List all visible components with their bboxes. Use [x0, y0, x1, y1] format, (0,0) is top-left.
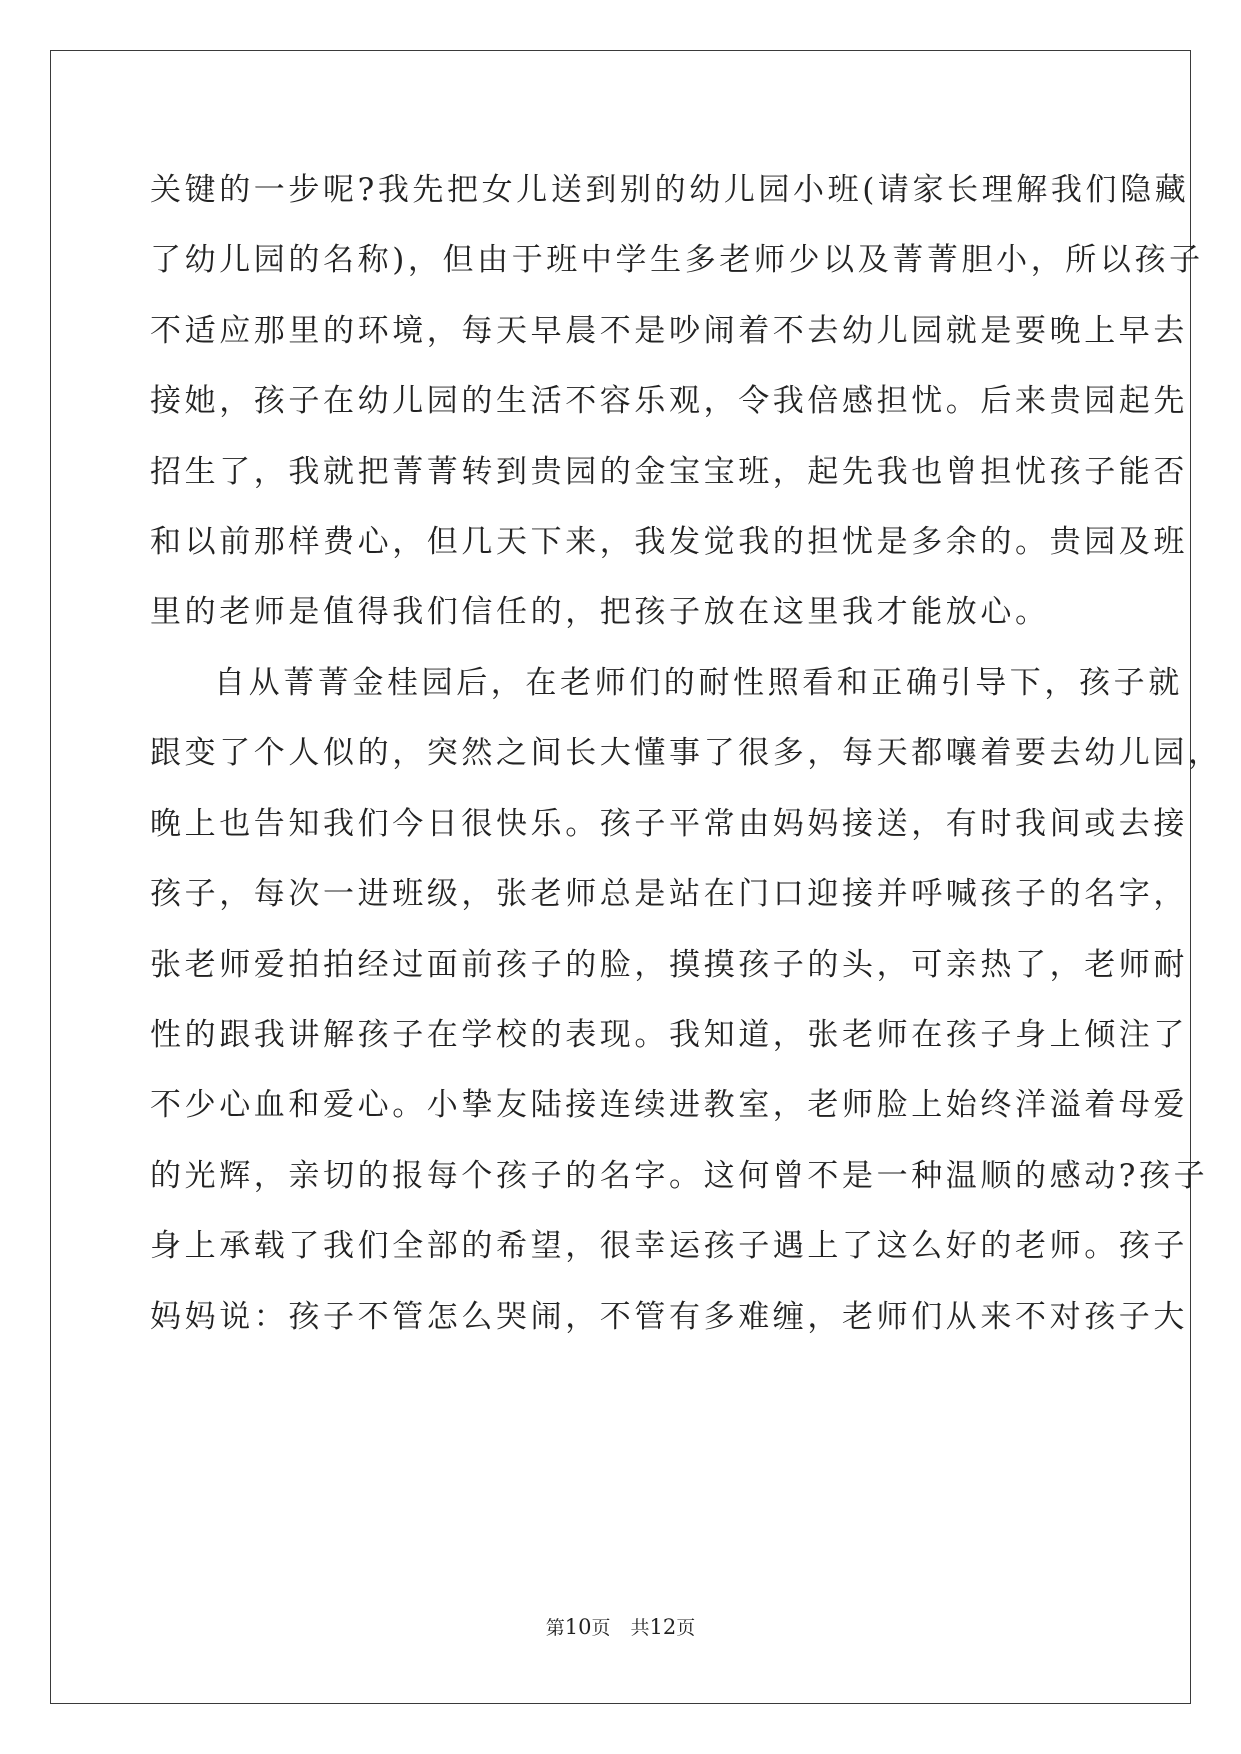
text-line: 招生了，我就把菁菁转到贵园的金宝宝班，起先我也曾担忧孩子能否: [150, 454, 1188, 490]
page-prefix: 第: [545, 1617, 565, 1639]
text-line: 跟变了个人似的，突然之间长大懂事了很多，每天都嚷着要去幼儿园，: [150, 735, 1223, 771]
text-line: 孩子，每次一进班级，张老师总是站在门口迎接并呼喊孩子的名字，: [150, 876, 1188, 912]
text-line: 不适应那里的环境，每天早晨不是吵闹着不去幼儿园就是要晚上早去: [150, 313, 1188, 349]
text-line: 关键的一步呢?我先把女儿送到别的幼儿园小班(请家长理解我们隐藏: [150, 172, 1190, 208]
page-number: 10: [564, 1615, 592, 1639]
total-pages: 12: [649, 1615, 677, 1639]
paragraph-first-line: 自从菁菁金桂园后，在老师们的耐性照看和正确引导下，孩子就: [214, 665, 1183, 701]
text-line: 身上承载了我们全部的希望，很幸运孩子遇上了这么好的老师。孩子: [150, 1228, 1188, 1264]
text-line: 妈妈说：孩子不管怎么哭闹，不管有多难缠，老师们从来不对孩子大: [150, 1299, 1188, 1335]
text-line: 不少心血和爱心。小挚友陆接连续进教室，老师脸上始终洋溢着母爱: [150, 1087, 1188, 1123]
total-suffix: 页: [676, 1617, 696, 1639]
text-line: 了幼儿园的名称)，但由于班中学生多老师少以及菁菁胆小，所以孩子: [150, 242, 1204, 278]
total-prefix: 共: [630, 1617, 650, 1639]
page-footer: [0, 1615, 1241, 1640]
text-line: 张老师爱拍拍经过面前孩子的脸，摸摸孩子的头，可亲热了，老师耐: [150, 947, 1188, 983]
text-line: 和以前那样费心，但几天下来，我发觉我的担忧是多余的。贵园及班: [150, 524, 1188, 560]
text-line: 晚上也告知我们今日很快乐。孩子平常由妈妈接送，有时我间或去接: [150, 806, 1188, 842]
text-line: 接她，孩子在幼儿园的生活不容乐观，令我倍感担忧。后来贵园起先: [150, 383, 1188, 419]
page-suffix: 页: [591, 1617, 611, 1639]
text-line: 性的跟我讲解孩子在学校的表现。我知道，张老师在孩子身上倾注了: [150, 1017, 1188, 1053]
text-line: 的光辉，亲切的报每个孩子的名字。这何曾不是一种温顺的感动?孩子: [150, 1158, 1209, 1194]
text-line: 里的老师是值得我们信任的，把孩子放在这里我才能放心。: [150, 594, 1050, 630]
